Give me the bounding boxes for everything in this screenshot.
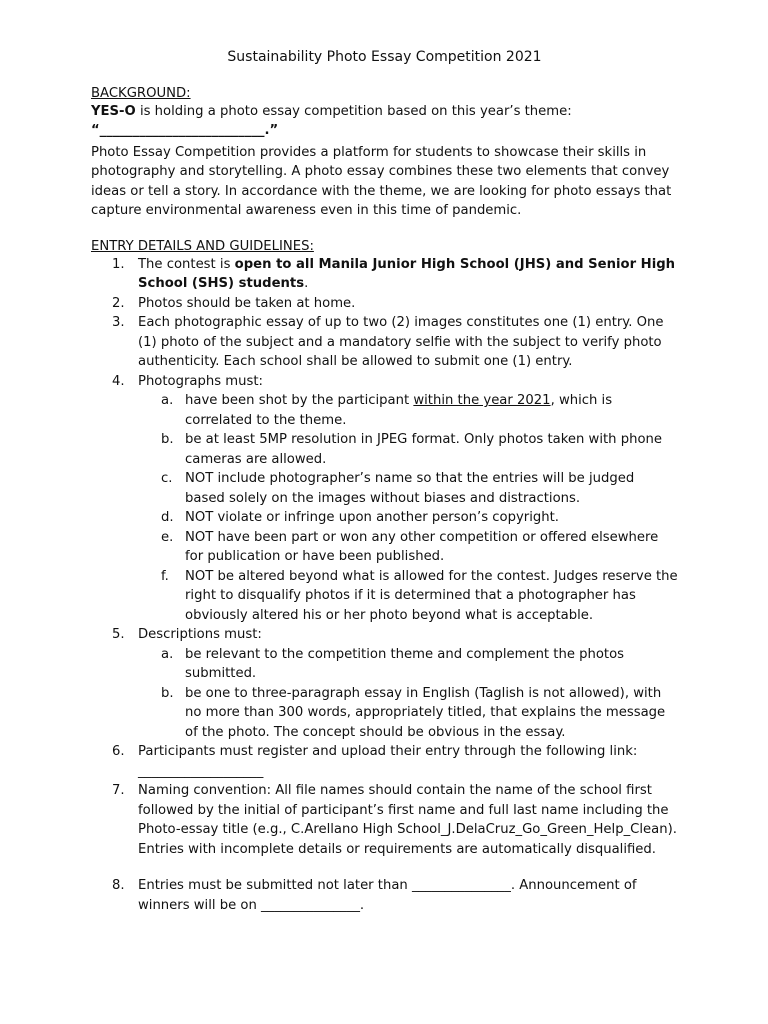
photographs-sublist xyxy=(138,391,678,625)
subitem-letter: e. xyxy=(161,529,174,545)
subitem-text: be at least 5MP resolution in JPEG format. Only photos taken with phone cameras are allowed. xyxy=(185,432,662,467)
subitem-letter: b. xyxy=(161,432,174,447)
entry-heading: ENTRY DETAILS AND GUIDELINES: xyxy=(91,238,314,254)
subitem-letter: c. xyxy=(161,471,173,486)
item-text: The contest is xyxy=(138,256,235,272)
item-number: 1. xyxy=(112,256,125,272)
list-item xyxy=(91,625,678,742)
sublist-item xyxy=(138,469,678,508)
sublist-item xyxy=(138,567,678,626)
item-number: 6. xyxy=(112,744,125,759)
subitem-letter: a. xyxy=(161,393,174,408)
sublist-item xyxy=(138,528,678,567)
subitem-text: NOT be altered beyond what is allowed for the contest. Judges reserve the right to disqualify photos if it is determined that a photographer has obviously altered his or her photo beyond what is acceptable. xyxy=(185,568,678,623)
sublist-item xyxy=(138,645,678,684)
item-number: 5. xyxy=(112,627,125,642)
list-item xyxy=(91,372,678,626)
list-item xyxy=(91,781,678,859)
item-number: 2. xyxy=(112,295,125,311)
subitem-text: NOT violate or infringe upon another person’s copyright. xyxy=(185,510,559,525)
list-item xyxy=(91,294,678,314)
item-number: 8. xyxy=(112,878,125,893)
item-number: 3. xyxy=(112,315,125,330)
item-text: Participants must register and upload their entry through the following link: xyxy=(138,744,638,759)
list-item xyxy=(91,876,678,915)
subitem-letter: f. xyxy=(161,568,169,584)
list-item xyxy=(91,255,678,294)
subitem-underlined-text: within the year 2021 xyxy=(413,393,551,408)
item-text: Descriptions must: xyxy=(138,627,262,642)
background-heading: BACKGROUND: xyxy=(91,85,191,101)
item-text: Naming convention: All file names should contain the name of the school first followed by the initial of participant’s first name and full last name including the Photo-essay title (e.g., C.Arellano High School_J.DelaCruz_Go_Green_Help_Clean). Entries with incomplete details or requirements are automatically disqualified. xyxy=(138,783,677,857)
subitem-letter: b. xyxy=(161,685,174,701)
subitem-letter: a. xyxy=(161,646,174,662)
sublist-item xyxy=(138,430,678,469)
intro-text: is holding a photo essay competition based on this year’s theme: xyxy=(135,103,572,119)
subitem-letter: d. xyxy=(161,510,174,525)
org-name: YES-O xyxy=(91,103,136,119)
subitem-text: have been shot by the participant xyxy=(185,393,414,408)
item-text: Each photographic essay of up to two (2) images constitutes one (1) entry. One (1) photo of the subject and a mandatory selfie with the subject to verify photo authenticity. Each school shall be allowed to submit one (1) entry. xyxy=(138,315,664,369)
list-spacer xyxy=(91,859,678,876)
sublist-item xyxy=(138,684,678,743)
document-title: Sustainability Photo Essay Competition 2021 xyxy=(227,49,542,65)
descriptions-sublist xyxy=(138,645,678,743)
subitem-text: be one to three-paragraph essay in English (Taglish is not allowed), with no more than 300 words, appropriately titled, that explains the message of the photo. The concept should be obvious in the essay. xyxy=(185,685,666,740)
list-item xyxy=(91,742,678,781)
link-blank: ___________________ xyxy=(138,763,264,779)
item-number: 4. xyxy=(112,373,125,389)
item-text: Photos should be taken at home. xyxy=(138,295,356,311)
subitem-text: NOT include photographer’s name so that the entries will be judged based solely on the images without biases and distractions. xyxy=(185,471,635,506)
background-intro xyxy=(91,102,678,122)
subitem-text: NOT have been part or won any other competition or offered elsewhere for publication or have been published. xyxy=(185,529,659,564)
item-text-end: . xyxy=(304,276,309,291)
subitem-text: be relevant to the competition theme and complement the photos submitted. xyxy=(185,646,625,681)
item-bold-text: open to all Manila Junior High School (JHS) and Senior High School (SHS) students xyxy=(138,256,676,291)
item-text: Photographs must: xyxy=(138,373,263,389)
theme-blank: “_________________________.” xyxy=(91,123,279,138)
guidelines-list xyxy=(91,255,678,916)
sublist-item xyxy=(138,391,678,430)
item-number: 7. xyxy=(112,783,125,798)
subitem-text-end: , which is correlated to the theme. xyxy=(185,393,613,428)
list-item xyxy=(91,313,678,372)
background-paragraph: Photo Essay Competition provides a platform for students to showcase their skills in photography and storytelling. A photo essay combines these two elements that convey ideas or tell a story. In accordance with the theme, we are looking for photo essays that capture environmental awareness even in this time of pandemic. xyxy=(91,144,672,218)
item-text: Entries must be submitted not later than _______________. Announcement of winners will be on _______________. xyxy=(138,878,637,913)
sublist-item xyxy=(138,508,678,528)
